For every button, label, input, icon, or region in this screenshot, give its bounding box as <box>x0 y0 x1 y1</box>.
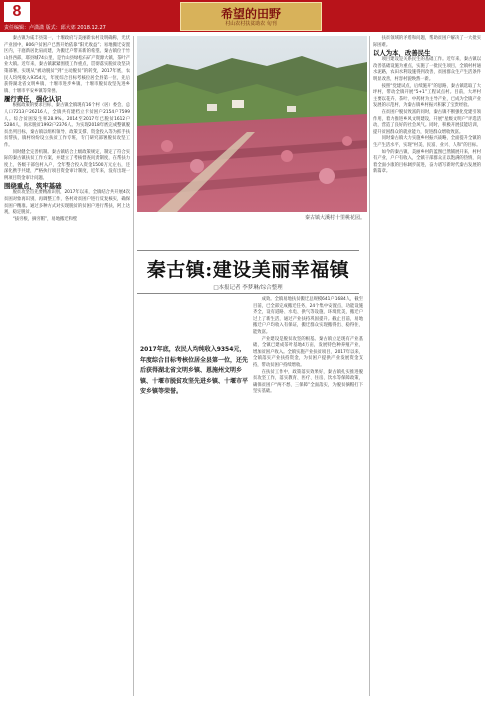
article-column-2 <box>253 297 363 697</box>
article-column-1 <box>4 36 130 701</box>
landscape-photo <box>137 36 367 212</box>
paragraph: 在贫困户脱贫致富的同时，秦古镇不断强化党建引领作用，着力推进乡风文明建设，开展“星级文明户”评选活动，营造了良好的社会风气。同时，积极开展技能培训，提升贫困群众的就业能力，促进群众增收致富。 <box>373 109 481 135</box>
paragraph: 根据政策的要求目标，秦古镇全镇现有16个村（居）委会，总人口7213户26216人，全镇共有建档立卡贫困户2154户7599人。综合贫困发生率28.9%。2014至2017年已脱贫1612户5284人，尚未脱贫1992户2376人。为实现2018年底完成整镇脱贫出列目标，秦古镇以组织领导、政策支撑、资金投入等为抓手扶贫帮扶，镇村纷纷设立扶贫工作专班，专门研究部署脱贫攻坚工作。 <box>4 103 130 148</box>
headline-rule-top <box>137 250 359 251</box>
paragraph: 按照“党建试点，后续施开”的思路，秦古镇选取了大坪村，带动全镇开展“5+1”工程试点村。目前，大坪村主要以花卉、茶叶、中药材为主导产业，已成为全镇产业发展的示范村，为秦古镇乡村振兴积累了宝贵经验。 <box>373 83 481 109</box>
paragraph: 同时健全完善机制。秦古镇结合上级政策规定，制定了符合实际的秦古镇扶贫工作方案，并建立了考核督查问责制度，在帮扶力度上，各级干部包村入户，全年整合投入资金1500万元左右，还深化携手共建，严格执行项目资金审计制度，近年来，没有出现一例项目资金审计问题。 <box>4 149 130 181</box>
pull-quote <box>140 345 248 398</box>
paragraph: 产业建设是脱贫攻坚的根基。秦古镇立足现有产业基础，全镇已建成茶叶基地4万亩，发展特色种养殖产业，增加贫困户收入。全镇实施产业扶贫项目，2017年以来，全镇落实产业扶持资金，为贫困户提供产业发展资金支持，带动贫困户持续增收。 <box>253 336 363 368</box>
section-band <box>180 2 322 31</box>
orchard-photo-illustration <box>137 36 367 212</box>
page-header <box>0 0 485 32</box>
paragraph: “拔穷根，摘穷帽”，易地搬迁和壁 <box>12 216 78 222</box>
page-number: 8 <box>4 2 30 22</box>
pull-quote-text: 2017年底，农民人均纯收入9354元，年度综合目标考核位居全县第一位，还先后获得湖北省文明乡镇、恩施州文明乡镇、十堰市脱贫攻坚先进乡镇、十堰市平安乡镇等荣誉。 <box>140 346 249 395</box>
section-heading: 履行责任，强化认识 <box>4 95 62 104</box>
paragraph: 项目建设是关系民生的基础工作。近年来，秦古镇以改善基础设施为重点，实施了一批民生项目，全镇村村通水泥路，农田水利设施得到改善，贫困群众生产生活条件明显改善，村容村貌焕然一新。 <box>373 57 481 82</box>
paragraph: 扶贫领域的矛盾和问题，帮助贫困户解决了一大批实际困难。 <box>373 36 481 48</box>
paragraph: 如今的秦古镇，美丽乡村的蓝图已然铺展开来，村村有产业，户户有收入，全镇干部群众正以饱满的热情，向着全面小康的目标阔步前进，奋力谱写新时代秦古发展的新篇章。 <box>373 149 481 175</box>
article-column-3 <box>373 36 481 701</box>
article-byline: □本报记者 李梦琳/综合整理 <box>213 285 283 291</box>
column-divider <box>369 36 370 696</box>
section-heading: 以人为本，改善民生 <box>373 49 431 58</box>
paragraph: 同时秦古镇大力实施乡村振兴战略，全面提升全镇的生产生活水平，实现“村美、民富、业兴、人和”的目标。 <box>373 136 481 148</box>
paragraph: 脱贫攻坚首先要精准识别，2017年以来，全镇结合共开展4次贫困对象再识别，再调整工作，各村对贫困户进行反复核实，确保贫困户精准。通过多种方式对实现脱贫的贫困户进行帮扶，阿上达观，稳定脱贫。 <box>4 190 130 216</box>
headline-rule-bottom <box>137 293 359 294</box>
photo-caption: 秦古镇大溪村十里桃花园。 <box>304 215 365 221</box>
editor-credits: 责任编辑：卢潇潇 版式：邱大郊 2018.12.27 <box>4 25 106 31</box>
section-heading: 围绕重点，筑牢基础 <box>4 182 62 191</box>
article-headline: 秦古镇:建设美丽幸福镇 <box>146 259 350 281</box>
paragraph: 秦古镇为咸丰县第一，十堰政府与美丽新农村及明确称，光伏产业园中，806户贫困户已然开始依靠“阳光收益”；易地搬迁安置区内，干庭新居比肩而建，为搬迁户带来新的希望。秦古镇位于竹山县西部，耶县城74公里，是竹山县绿松石矿产资源大镇、茶叶产业大镇。近年来，秦古镇紧紧围绕工作重点，贯彻落实脱贫攻坚决策部署，实现从“被动脱贫”到“主动脱贫”的转变，2017年底，农民人均纯收入9354元，年度综合目标考核位居全县第一位，先后获得湖北省文明乡镇、十堰市进步乡镇、十堰市脱贫攻坚先进乡镇、十堰市平安乡镇等荣誉。 <box>4 36 130 94</box>
paragraph: 成效。全镇易地扶贫搬迁总规模641户1684人，截至目前，已全部完成搬迁任务，24个集中安置点，功能设施齐全，设有道路、水电、供气等设施、环境优美，搬迁户过上了新生活，通过产业扶持巩固提升。截止目前，易地搬迁户户均收入有保证，搬迁群众实现搬得出、稳得住、能致富。 <box>253 297 363 335</box>
column-divider <box>133 36 134 696</box>
paragraph: 在扶贫工作中，政策落实效果好，秦古镇扎实推进脱贫攻坚工作，落实教育、医疗、住房、饮水等保障政策，确保贫困户“两不愁、三保障”全面落实，为脱贫摘帽打下坚实基础。 <box>253 369 363 395</box>
section-subtitle: 村山农村扶贫助农 旬刊 <box>225 21 277 27</box>
section-title: 希望的田野 <box>220 7 281 21</box>
